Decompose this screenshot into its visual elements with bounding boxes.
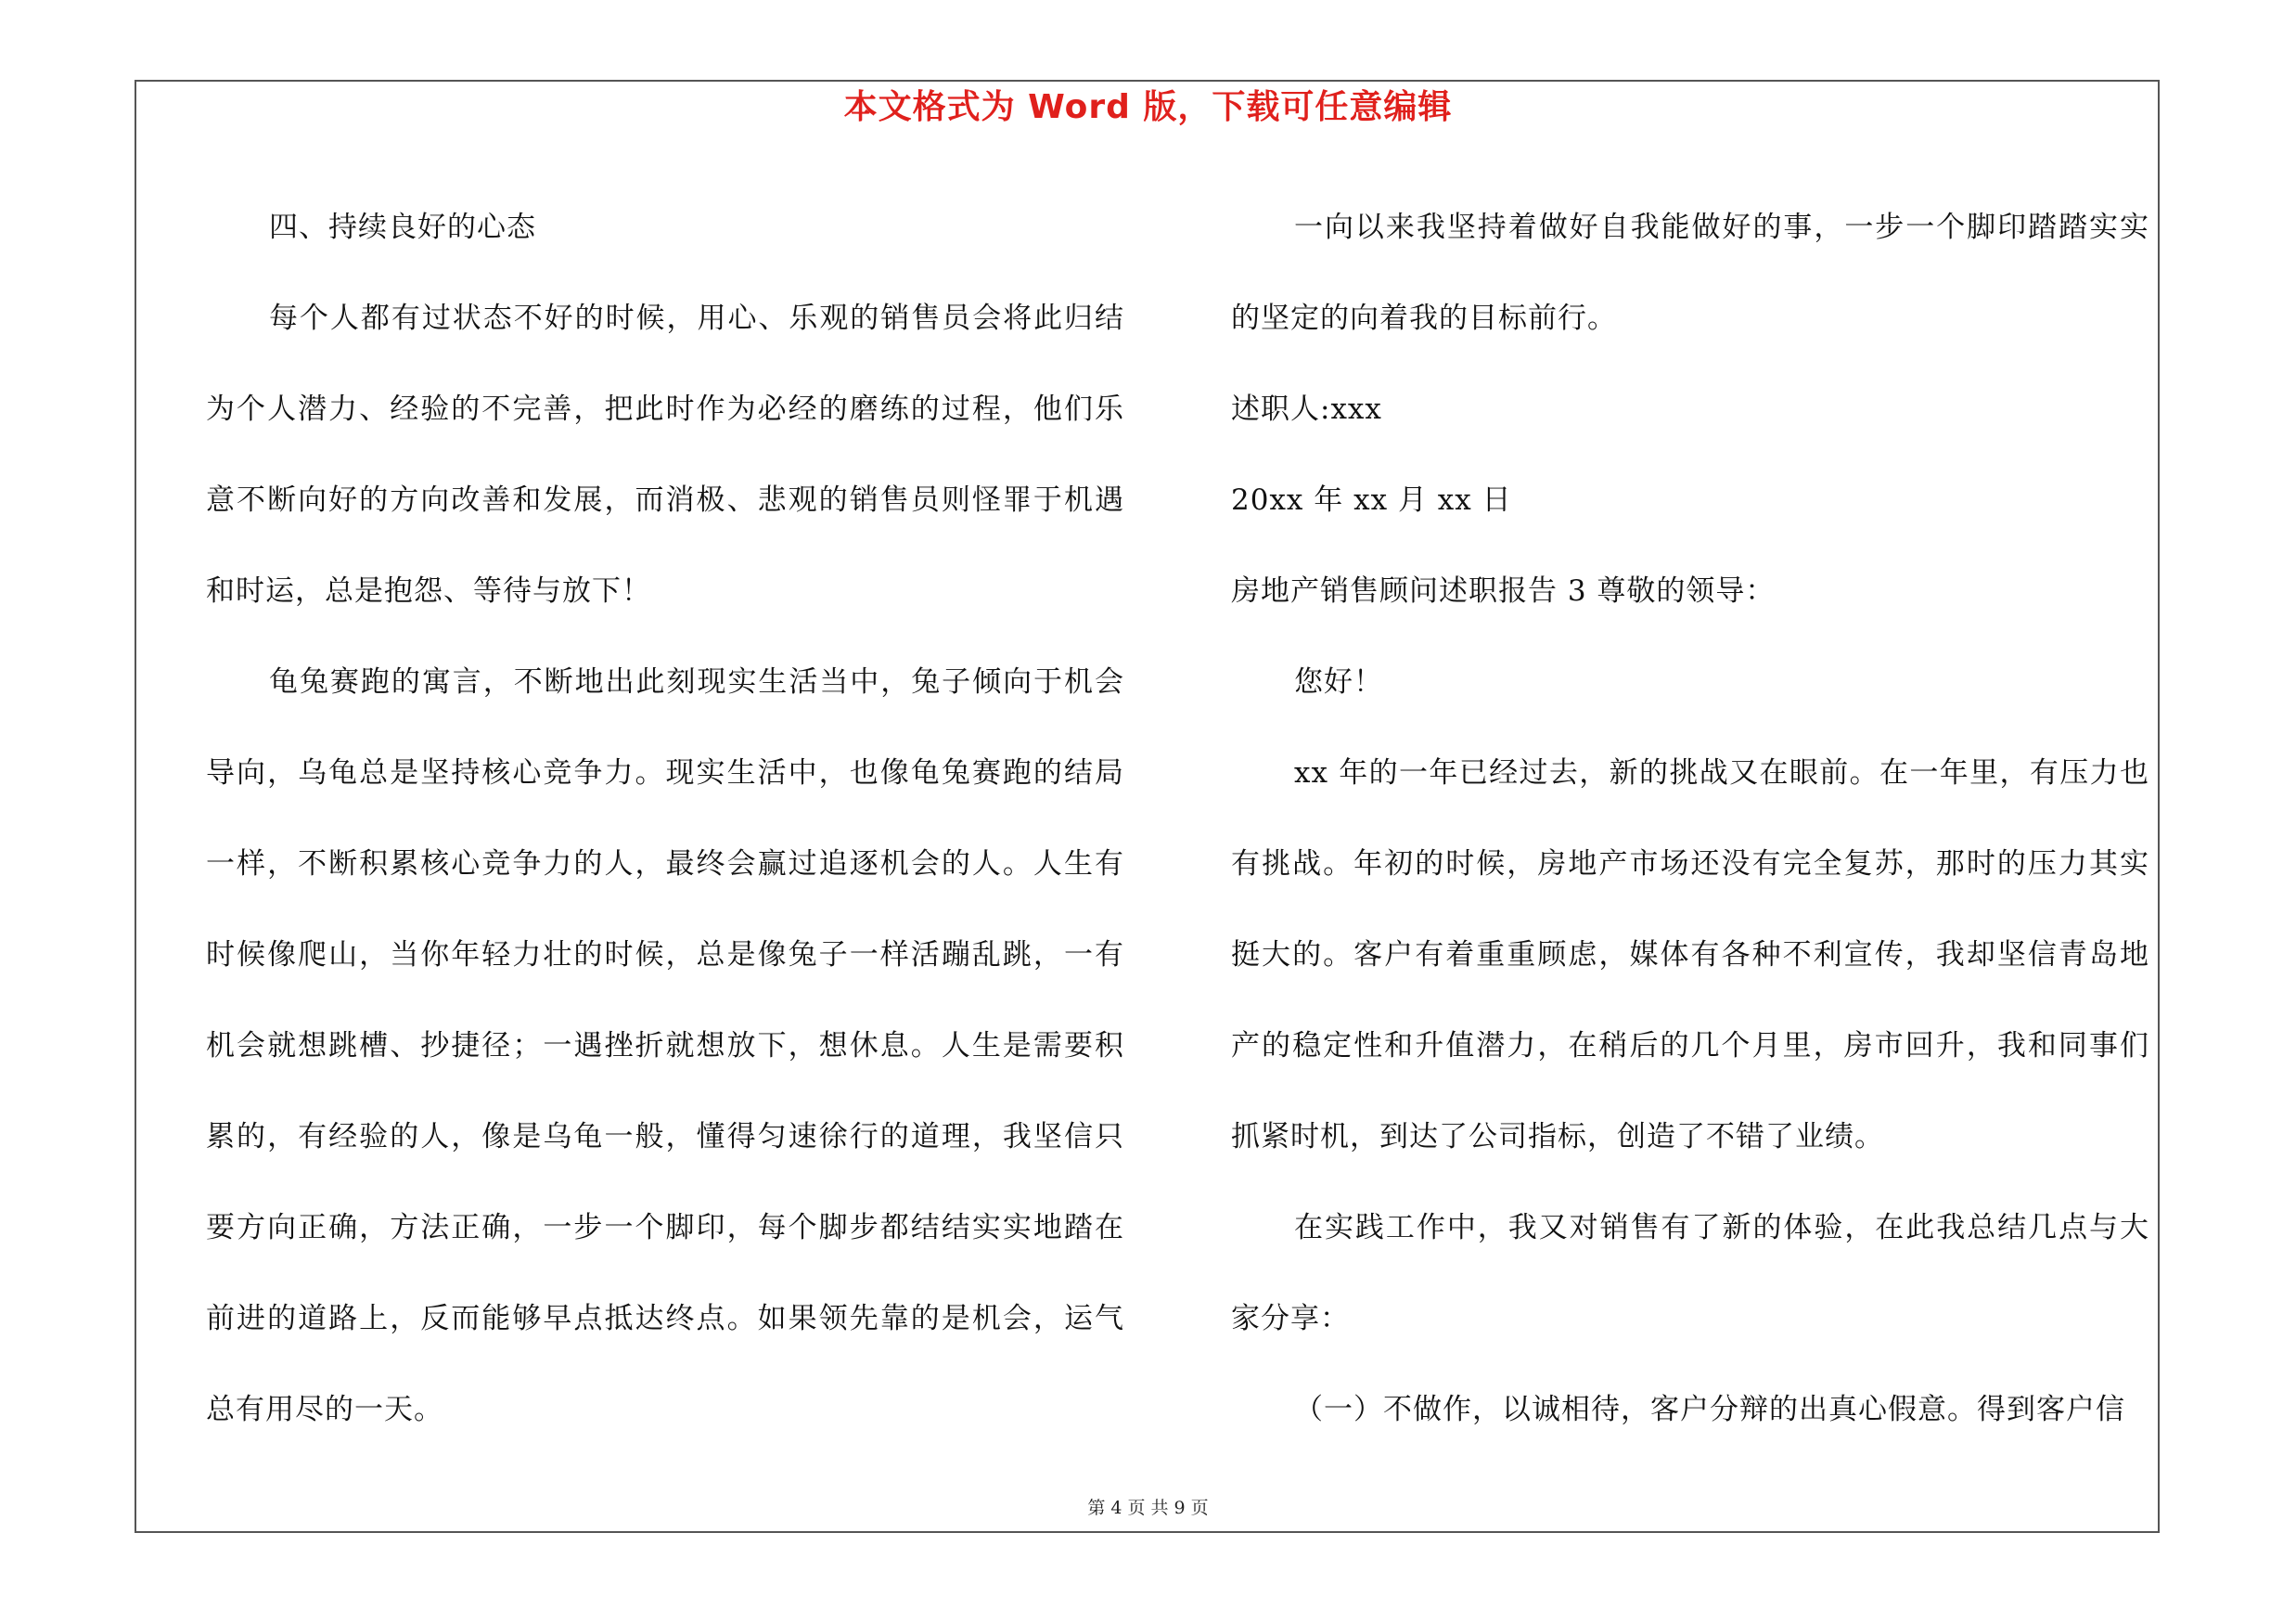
greeting: 您好！ <box>1294 665 1383 699</box>
paragraph: 每个人都有过状态不好的时候，用心、乐观的销售员会将此归结为个人潜力、经验的不完善，把此时作为必经的磨练的过程，他们乐意不断向好的方向改善和发展，而消极、悲观的销售员则怪罪于机遇和时运，总是抱怨、等待与放下！ <box>206 302 1124 608</box>
paragraph: xx 年的一年已经过去，新的挑战又在眼前。在一年里，有压力也有挑战。年初的时候，房地产市场还没有完全复苏，那时的压力其实挺大的。客户有着重重顾虑，媒体有各种不利宣传，我却坚信青岛地产的稳定性和升值潜力，在稍后的几个月里，房市回升，我和同事们抓紧时机，到达了公司指标，创造了不错了业绩。 <box>1231 756 2149 1153</box>
report-title-line: 房地产销售顾问述职报告 3 尊敬的领导： <box>1231 574 1776 608</box>
page-number-footer: 第 4 页 共 9 页 <box>1087 1498 1209 1518</box>
paragraph: 在实践工作中，我又对销售有了新的体验，在此我总结几点与大家分享： <box>1231 1211 2149 1335</box>
paragraph: 龟兔赛跑的寓言，不断地出此刻现实生活当中，兔子倾向于机会导向，乌龟总是坚持核心竞争力。现实生活中，也像龟兔赛跑的结局一样，不断积累核心竞争力的人，最终会赢过追逐机会的人。人生有时候像爬山，当你年轻力壮的时候，总是像兔子一样活蹦乱跳，一有机会就想跳槽、抄捷径；一遇挫折就想放下，想休息。人生是需要积累的，有经验的人，像是乌龟一般，懂得匀速徐行的道理，我坚信只要方向正确，方法正确，一步一个脚印，每个脚步都结结实实地踏在前进的道路上，反而能够早点抵达终点。如果领先靠的是机会，运气总有用尽的一天。 <box>206 665 1124 1426</box>
section-heading: 四、持续良好的心态 <box>269 211 536 244</box>
right-column <box>1231 182 2149 1455</box>
left-column <box>206 182 1124 1455</box>
paragraph: 一向以来我坚持着做好自我能做好的事，一步一个脚印踏踏实实的坚定的向着我的目标前行。 <box>1231 211 2149 335</box>
word-format-banner: 本文格式为 Word 版，下载可任意编辑 <box>843 88 1453 126</box>
reporter-line: 述职人:xxx <box>1231 393 1382 426</box>
paragraph: （一）不做作，以诚相待，客户分辩的出真心假意。得到客户信 <box>1294 1393 2125 1426</box>
date-line: 20xx 年 xx 月 xx 日 <box>1231 483 1512 517</box>
